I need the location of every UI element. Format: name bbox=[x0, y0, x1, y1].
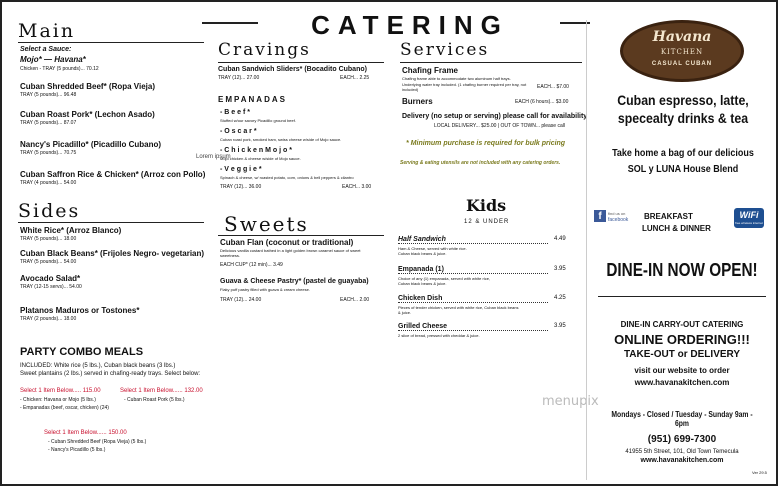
espresso-line-2: specealty drinks & tea bbox=[617, 110, 749, 126]
kids-subheading: 12 & UNDER bbox=[464, 219, 510, 225]
side-item-name: White Rice* (Arroz Blanco) bbox=[20, 226, 122, 235]
kids-item-desc: & juice. bbox=[398, 310, 412, 315]
services-heading: Services bbox=[400, 40, 490, 60]
sides-rule bbox=[18, 222, 204, 223]
kids-item-name: Grilled Cheese bbox=[398, 323, 548, 331]
title-rule-left bbox=[202, 22, 258, 24]
main-item-name: Cuban Saffron Rice & Chicken* (Arroz con Pollo) bbox=[20, 170, 206, 179]
side-item-price: TRAY (12-15 servs)... 54.00 bbox=[20, 284, 82, 290]
main-item-price: TRAY (5 pounds)... 87.07 bbox=[20, 120, 77, 126]
empanada-desc: Mojo chicken & cheese w/side of Mojo sauce. bbox=[220, 156, 301, 161]
delivery-name: Delivery (no setup or serving) please call for availability bbox=[402, 113, 588, 120]
empanada-name: - C h i c k e n M o j o * bbox=[220, 147, 292, 154]
kids-item-desc: 2 slice of bread, pressed with cheddar & juice. bbox=[398, 333, 480, 338]
kids-item-desc: Choice of any (1) empanada, served with white rice, bbox=[398, 276, 491, 281]
services-line: DINE-IN CARRY-OUT CATERING bbox=[620, 320, 744, 329]
main-item-name: Cuban Shredded Beef* (Ropa Vieja) bbox=[20, 82, 155, 91]
side-item-name: Platanos Maduros or Tostones* bbox=[20, 306, 140, 315]
logo-text-top: Havana bbox=[652, 29, 712, 45]
side-item-name: Cuban Black Beans* (Frijoles Negro- vegetarian) bbox=[20, 249, 205, 258]
flan-price: EACH CUP* (12 min)... 3.49 bbox=[220, 262, 283, 268]
empanada-name: - B e e f * bbox=[220, 109, 250, 116]
pastry-tray-price: TRAY (12)... 24.00 bbox=[220, 297, 262, 303]
address-text: 41955 5th Street, 101, Old Town Temecula bbox=[625, 449, 739, 455]
empanada-name: - O s c a r * bbox=[220, 128, 257, 135]
minimum-purchase-note: * Minimum purchase is required for bulk pricing bbox=[406, 140, 566, 147]
kids-item-name: Half Sandwich bbox=[398, 236, 548, 244]
pastry-each-price: EACH... 2.00 bbox=[340, 297, 370, 303]
combo-option-3-item: - Nancy's Picadillo (5 lbs.) bbox=[48, 447, 106, 453]
kids-heading: Kids bbox=[466, 196, 507, 215]
online-ordering: ONLINE ORDERING!!! bbox=[614, 332, 750, 347]
sweets-rule bbox=[218, 235, 384, 236]
combo-option-1-item: - Chicken: Havana or Mojo (5 lbs.) bbox=[20, 397, 96, 403]
takeout-delivery: TAKE-OUT or DELIVERY bbox=[623, 349, 741, 360]
column-divider bbox=[586, 20, 587, 480]
empanada-desc: Spinach & cheese, w/ roasted potato, corn, onions & bell peppers & cilantro bbox=[220, 175, 354, 180]
empanada-each-price: EACH... 3.00 bbox=[342, 184, 372, 190]
house-blend-line-1: Take home a bag of our delicious bbox=[612, 148, 754, 159]
kids-item-price: 3.95 bbox=[554, 266, 566, 272]
pastry-name: Guava & Cheese Pastry* (pastel de guayaba) bbox=[220, 278, 369, 285]
main-item-price: TRAY (5 pounds)... 96.48 bbox=[20, 92, 77, 98]
kids-item-desc: Cuban black beans & juice. bbox=[398, 281, 447, 286]
chicken-price: Chicken - TRAY (5 pounds)... 70.12 bbox=[20, 66, 99, 72]
side-item-price: TRAY (5 pounds)... 54.00 bbox=[20, 259, 77, 265]
combo-heading: PARTY COMBO MEALS bbox=[20, 346, 144, 358]
phone-number[interactable]: (951) 699-7300 bbox=[647, 434, 717, 445]
flan-name: Cuban Flan (coconut or traditional) bbox=[220, 238, 354, 247]
facebook-icon[interactable]: f bbox=[594, 210, 606, 222]
espresso-line-1: Cuban espresso, latte, bbox=[617, 92, 749, 108]
kids-item-desc: Cuban black beans & juice. bbox=[398, 251, 447, 256]
menupix-watermark: menupix bbox=[542, 394, 599, 409]
utensils-note: Serving & eating utensils are not included with any catering orders. bbox=[400, 160, 561, 166]
delivery-prices: LOCAL DELIVERY... $25.00 | OUT OF TOWN... please call bbox=[434, 123, 565, 129]
side-item-price: TRAY (5 pounds)... 18.00 bbox=[20, 236, 77, 242]
side-item-price: TRAY (2 pounds)... 18.00 bbox=[20, 316, 77, 322]
kids-item-desc: Ham & Cheese, served with white rice. bbox=[398, 246, 467, 251]
main-heading: Main bbox=[18, 20, 76, 42]
chafing-each-price: EACH... $7.00 bbox=[537, 84, 569, 90]
chafing-name: Chafing Frame bbox=[402, 66, 459, 75]
burners-name: Burners bbox=[402, 97, 433, 106]
combo-included-2: Sweet plantains (2 lbs.) served in chafing-ready trays. Select below: bbox=[20, 371, 201, 377]
main-rule bbox=[18, 42, 204, 43]
havana-kitchen-logo bbox=[620, 20, 744, 82]
house-blend-line-2: SOL y LUNA House Blend bbox=[627, 164, 739, 175]
main-item-price: TRAY (4 pounds)... 54.00 bbox=[20, 180, 77, 186]
side-item-name: Avocado Salad* bbox=[20, 274, 81, 283]
sides-heading: Sides bbox=[18, 200, 81, 222]
combo-included: INCLUDED: White rice (5 lbs.), Cuban black beans (3 lbs.) bbox=[20, 363, 176, 369]
combo-option-2-label: Select 1 Item Below...... 132.00 bbox=[120, 388, 203, 394]
sauce-options: Mojo* — Havana* bbox=[20, 55, 86, 64]
kids-item-price: 4.25 bbox=[554, 295, 566, 301]
logo-text-mid: KITCHEN bbox=[660, 48, 704, 56]
sliders-each-price: EACH... 2.25 bbox=[340, 75, 370, 81]
wifi-icon: WiFi bbox=[739, 210, 759, 220]
facebook-small-text: find us on bbox=[608, 211, 626, 216]
visit-website: visit our website to order bbox=[634, 366, 730, 375]
facebook-label[interactable]: facebook bbox=[608, 217, 629, 223]
breakfast-label: BREAKFAST bbox=[644, 212, 693, 221]
kids-item-name: Empanada (1) bbox=[398, 266, 548, 274]
website-link-2[interactable]: www.havanakitchen.com bbox=[640, 457, 724, 464]
main-item-name: Cuban Roast Pork* (Lechon Asado) bbox=[20, 110, 155, 119]
wifi-badge bbox=[734, 208, 764, 228]
chafing-desc-2: Underlying water tray included. (1 chafing burner required per tray, not included) bbox=[402, 82, 527, 92]
website-link[interactable]: www.havanakitchen.com bbox=[634, 378, 730, 387]
combo-option-3-label: Select 1 Item Below...... 150.00 bbox=[44, 430, 127, 436]
empanadas-heading: EMPANADAS bbox=[218, 95, 287, 104]
kids-item-name: Chicken Dish bbox=[398, 295, 548, 303]
main-item-name: Nancy's Picadillo* (Picadillo Cubano) bbox=[20, 140, 162, 149]
logo-text-bottom: CASUAL CUBAN bbox=[651, 61, 713, 67]
empanada-desc: Stuffed w/our savory Picadillo ground beef. bbox=[220, 118, 296, 123]
combo-option-3-item: - Cuban Shredded Beef (Ropa Vieja) (5 lbs.) bbox=[48, 439, 147, 445]
main-item-price: TRAY (5 pounds)... 70.75 bbox=[20, 150, 77, 156]
combo-option-1-item: - Empanadas (beef, oscar, chicken) (24) bbox=[20, 405, 109, 411]
hours-text: Mondays - Closed / Tuesday - Sunday 9am - 6pm bbox=[611, 410, 753, 428]
lorem-ipsum-text: Lorem ipsum bbox=[196, 154, 231, 160]
dine-in-banner: DINE-IN NOW OPEN! bbox=[606, 260, 758, 280]
kids-item-desc: Pieces of tender chicken, served with white rice, Cuban black beans bbox=[398, 305, 519, 310]
version-text: Ver 29.5 bbox=[752, 470, 767, 475]
pastry-desc: Flaky puff pastry filled with guava & cream cheese. bbox=[220, 287, 310, 292]
select-sauce-label: Select a Sauce: bbox=[20, 46, 72, 53]
menu-title: CATERING bbox=[311, 10, 509, 40]
sweets-heading: Sweets bbox=[224, 212, 309, 236]
lunch-dinner-label: LUNCH & DINNER bbox=[642, 224, 711, 233]
services-rule bbox=[400, 62, 582, 63]
burners-each-price: EACH (6 hours)... $3.00 bbox=[515, 99, 569, 105]
empanada-tray-price: TRAY (12)... 36.00 bbox=[220, 184, 262, 190]
combo-option-2-item: - Cuban Roast Pork (5 lbs.) bbox=[124, 397, 185, 403]
empanada-desc: Cuban roast pork, smoked ham, swiss cheese w/side of Mojo sauce. bbox=[220, 137, 342, 142]
cravings-rule bbox=[218, 62, 384, 63]
cravings-heading: Cravings bbox=[218, 40, 311, 60]
kids-item-price: 4.49 bbox=[554, 236, 566, 242]
sliders-tray-price: TRAY (12)... 27.00 bbox=[218, 75, 260, 81]
dine-in-rule bbox=[598, 296, 766, 297]
flan-desc: Delicious vanilla custard bathed in a light golden brown caramel sauce of sweet sweetness. bbox=[220, 248, 361, 258]
kids-item-price: 3.95 bbox=[554, 323, 566, 329]
empanada-name: - V e g g i e * bbox=[220, 166, 262, 173]
wifi-sub-text: free wireless internet bbox=[735, 221, 763, 225]
sliders-name: Cuban Sandwich Sliders* (Bocadito Cubano) bbox=[218, 66, 367, 73]
combo-option-1-label: Select 1 Item Below..... 115.00 bbox=[20, 388, 101, 394]
chafing-desc: Chafing frame able to accommodate two aluminum half trays. bbox=[402, 76, 511, 81]
